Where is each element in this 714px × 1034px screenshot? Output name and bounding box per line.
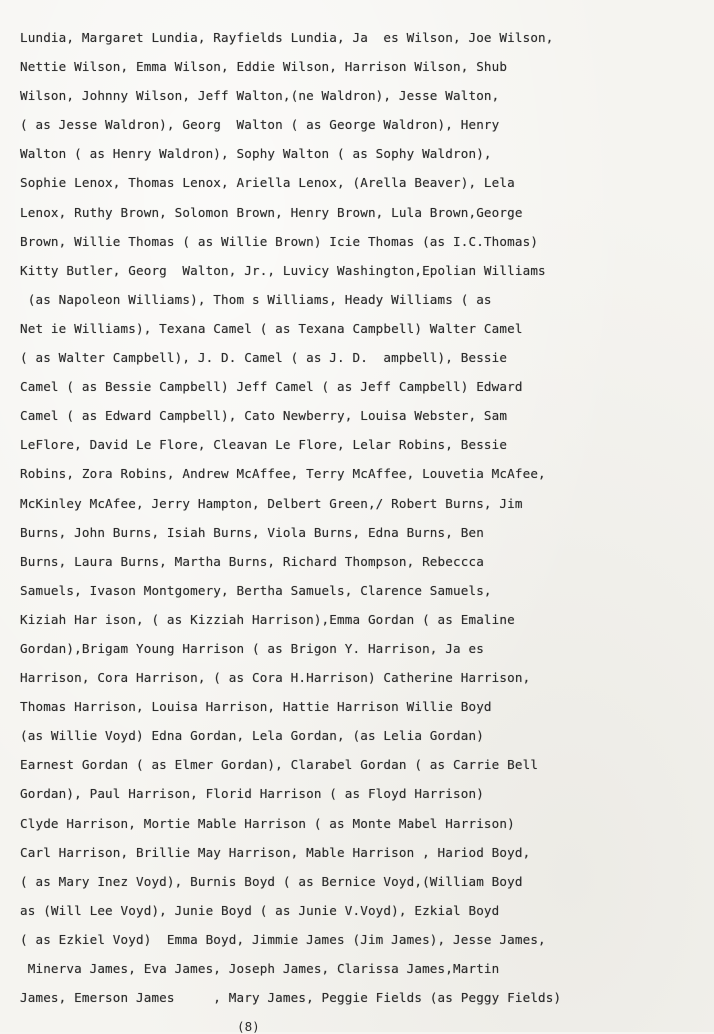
text-line: Samuels, Ivason Montgomery, Bertha Samuels, Clarence Samuels, [20, 582, 492, 598]
text-line: Brown, Willie Thomas ( as Willie Brown) Icie Thomas (as I.C.Thomas) [20, 233, 539, 249]
text-line: McKinley McAfee, Jerry Hampton, Delbert Green,/ Robert Burns, Jim [20, 495, 523, 511]
text-line: Kitty Butler, Georg Walton, Jr., Luvicy Washington,Epolian Williams [20, 262, 546, 278]
text-line: ( as Ezkiel Voyd) Emma Boyd, Jimmie James (Jim James), Jesse James, [20, 931, 546, 947]
text-line: Gordan),Brigam Young Harrison ( as Brigon Y. Harrison, Ja es [20, 640, 484, 656]
text-line: Thomas Harrison, Louisa Harrison, Hattie Harrison Willie Boyd [20, 699, 492, 715]
text-line: as (Will Lee Voyd), Junie Boyd ( as Junie V.Voyd), Ezkial Boyd [20, 902, 500, 918]
text-line: James, Emerson James , Mary James, Peggie Fields (as Peggy Fields) [20, 990, 562, 1006]
text-line: Camel ( as Edward Campbell), Cato Newberry, Louisa Webster, Sam [20, 408, 508, 424]
text-line: ( as Walter Campbell), J. D. Camel ( as J. D. ampbell), Bessie [20, 350, 508, 366]
text-line: ( as Jesse Waldron), Georg Walton ( as George Waldron), Henry [20, 117, 500, 133]
text-line: (as Willie Voyd) Edna Gordan, Lela Gordan, (as Lelia Gordan) [20, 728, 484, 744]
text-line: Nettie Wilson, Emma Wilson, Eddie Wilson, Harrison Wilson, Shub [20, 59, 508, 75]
text-line: Clyde Harrison, Mortie Mable Harrison ( as Monte Mabel Harrison) [20, 815, 515, 831]
text-line: Camel ( as Bessie Campbell) Jeff Camel ( as Jeff Campbell) Edward [20, 379, 523, 395]
text-line: LeFlore, David Le Flore, Cleavan Le Flore, Lelar Robins, Bessie [20, 437, 508, 453]
text-line: Gordan), Paul Harrison, Florid Harrison ( as Floyd Harrison) [20, 786, 484, 802]
text-line: Net ie Williams), Texana Camel ( as Texana Campbell) Walter Camel [20, 320, 523, 336]
text-line: Carl Harrison, Brillie May Harrison, Mable Harrison , Hariod Boyd, [20, 844, 531, 860]
page-number: (8) [237, 1019, 260, 1034]
typed-text-block [20, 23, 700, 1012]
text-line: Kiziah Har ison, ( as Kizziah Harrison),Emma Gordan ( as Emaline [20, 611, 515, 627]
text-line: Robins, Zora Robins, Andrew McAffee, Terry McAffee, Louvetia McAfee, [20, 466, 546, 482]
text-line: Minerva James, Eva James, Joseph James, Clarissa James,Martin [20, 961, 500, 976]
text-line: (as Napoleon Williams), Thom s Williams, Heady Williams ( as [20, 291, 492, 307]
text-line: Walton ( as Henry Waldron), Sophy Walton ( as Sophy Waldron), [20, 146, 492, 162]
text-line: ( as Mary Inez Voyd), Burnis Boyd ( as Bernice Voyd,(William Boyd [20, 873, 523, 889]
text-line: Lenox, Ruthy Brown, Solomon Brown, Henry Brown, Lula Brown,George [20, 204, 523, 220]
text-line: Earnest Gordan ( as Elmer Gordan), Clarabel Gordan ( as Carrie Bell [20, 757, 539, 773]
text-line: Wilson, Johnny Wilson, Jeff Walton,(ne Waldron), Jesse Walton, [20, 88, 500, 104]
text-line: Burns, Laura Burns, Martha Burns, Richard Thompson, Rebeccca [20, 553, 484, 569]
text-line: Burns, John Burns, Isiah Burns, Viola Burns, Edna Burns, Ben [20, 524, 484, 540]
text-line: Sophie Lenox, Thomas Lenox, Ariella Lenox, (Arella Beaver), Lela [20, 175, 515, 191]
text-line: Lundia, Margaret Lundia, Rayfields Lundia, Ja es Wilson, Joe Wilson, [20, 30, 554, 45]
text-line: Harrison, Cora Harrison, ( as Cora H.Harrison) Catherine Harrison, [20, 670, 531, 686]
